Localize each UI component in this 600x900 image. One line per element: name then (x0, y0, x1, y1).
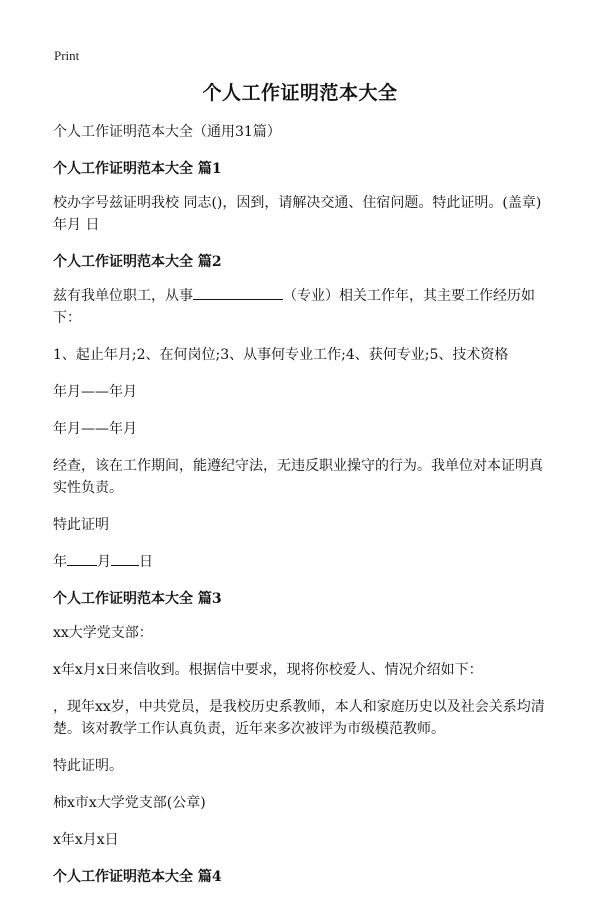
section-1-body: 校办字号兹证明我校 同志()，因到，请解决交通、住宿问题。特此证明。(盖章)年月 日 (53, 195, 542, 233)
section-2-list: 1、起止年月;2、在何岗位;3、从事何专业工作;4、获何专业;5、技术资格 (53, 347, 509, 363)
section-3-signature: 柿x市x大学党支部(公章) (53, 795, 206, 811)
date-year-label: 年 (53, 554, 67, 570)
month-blank (67, 551, 97, 566)
work-period-2: 年月——年月 (53, 421, 137, 437)
section-2-heading: 个人工作证明范本大全 篇2 (53, 254, 222, 270)
section-3-closing: 特此证明。 (53, 758, 123, 774)
work-period-1: 年月——年月 (53, 384, 137, 400)
date-day-label: 日 (139, 554, 153, 570)
intro-text-before: 兹有我单位职工，从事 (53, 288, 193, 304)
section-3-heading: 个人工作证明范本大全 篇3 (53, 591, 222, 607)
section-2-statement: 经查，该在工作期间，能遵纪守法，无违反职业操守的行为。我单位对本证明真实性负责。 (53, 458, 543, 496)
specialty-blank (193, 285, 283, 300)
document-title: 个人工作证明范本大全 (202, 82, 398, 104)
section-2-intro (53, 285, 553, 329)
section-1-heading: 个人工作证明范本大全 篇1 (53, 161, 222, 177)
section-3-addressee: xx大学党支部： (53, 625, 153, 641)
date-month-label: 月 (97, 554, 111, 570)
document-body (53, 121, 553, 900)
section-3-line-2: ，现年xx岁，中共党员，是我校历史系教师，本人和家庭历史以及社会关系均清楚。该对教学工作认真负责，近年来多次被评为市级模范教师。 (53, 699, 545, 737)
section-2-date (53, 551, 553, 573)
section-2-closing: 特此证明 (53, 517, 109, 533)
section-3-date: x年x月x日 (53, 832, 119, 848)
document-subtitle: 个人工作证明范本大全（通用31篇） (53, 124, 281, 140)
day-blank (111, 551, 139, 566)
intro-text-after: （专业）相关工作年，其主要工作经历如下： (53, 288, 535, 326)
section-4-heading: 个人工作证明范本大全 篇4 (53, 869, 222, 885)
section-3-line-1: x年x月x日来信收到。根据信中要求，现将你校爱人、情况介绍如下： (53, 662, 483, 678)
print-label: Print (54, 48, 80, 63)
